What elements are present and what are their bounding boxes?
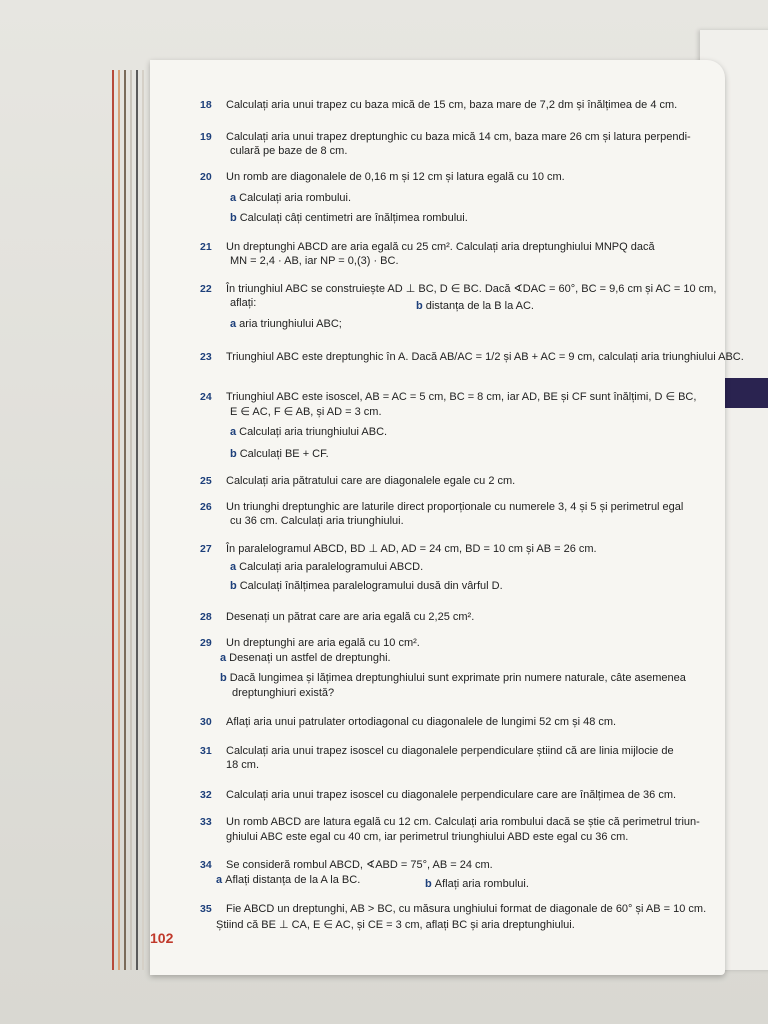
subitem-a: a Calculați aria triunghiului ABC.: [230, 426, 388, 438]
exercise-text: Aflați aria unui patrulater ortodiagonal cu diagonalele de lungimi 52 cm și 48 cm.: [226, 716, 617, 728]
page-edges: [76, 70, 156, 970]
subitem-b: b Calculați câți centimetri are înălțimea rombului.: [230, 212, 468, 224]
exercise-number: 20: [200, 171, 212, 183]
exercise-text: Fie ABCD un dreptunghi, AB > BC, cu măsura unghiului format de diagonale de 60° și AB = 10 cm.: [226, 903, 707, 915]
exercise-number: 28: [200, 611, 212, 623]
exercise-text: Triunghiul ABC este isoscel, AB = AC = 5 cm, BC = 8 cm, iar AD, BE și CF sunt înălțimi, D ∈ BC,: [226, 391, 697, 403]
exercise-21: [200, 240, 730, 254]
exercise-number: 27: [200, 543, 212, 555]
exercise-28: [200, 610, 730, 624]
exercise-text: Calculați aria unui trapez isoscel cu diagonalele perpendiculare care are înălțimea de 36 cm.: [226, 789, 677, 801]
subitem-a: a Calculați aria rombului.: [230, 192, 352, 204]
exercise-24: [200, 390, 730, 404]
exercise-text: Calculați aria unui trapez isoscel cu diagonalele perpendiculare știind că are linia mijlocie de: [226, 745, 674, 757]
exercise-list: [200, 0, 744, 1024]
exercise-22: [200, 282, 730, 296]
exercise-23: [200, 350, 744, 364]
exercise-number: 21: [200, 241, 212, 253]
exercise-number: 24: [200, 391, 212, 403]
subitem-a: a Desenați un astfel de dreptunghi.: [220, 652, 391, 664]
exercise-text: Calculați aria unui trapez cu baza mică de 15 cm, baza mare de 7,2 dm și înălțimea de 4 cm.: [226, 99, 678, 111]
exercise-text: Un romb are diagonalele de 0,16 m și 12 cm și latura egală cu 10 cm.: [226, 171, 565, 183]
exercise-text-cont: cu 36 cm. Calculați aria triunghiului.: [230, 515, 404, 527]
exercise-text: Un romb ABCD are latura egală cu 12 cm. Calculați aria rombului dacă se știe că perimetrul triun-: [226, 816, 700, 828]
subitem-a: a Aflați distanța de la A la BC.: [216, 874, 361, 886]
subitem-b: b Calculați înălțimea paralelogramului dusă din vârful D.: [230, 580, 503, 592]
exercise-text: În triunghiul ABC se construiește AD ⊥ BC, D ∈ BC. Dacă ∢DAC = 60°, BC = 9,6 cm și AC = 10 cm,: [226, 283, 717, 295]
exercise-text: Desenați un pătrat care are aria egală cu 2,25 cm².: [226, 611, 475, 623]
exercise-text: Se consideră rombul ABCD, ∢ABD = 75°, AB = 24 cm.: [226, 859, 493, 871]
exercise-number: 29: [200, 637, 212, 649]
exercise-text-cont: ghiului ABC este egal cu 40 cm, iar perimetrul triunghiului ABD este egal cu 36 cm.: [226, 831, 629, 843]
exercise-35: [200, 902, 730, 916]
exercise-number: 26: [200, 501, 212, 513]
page-number: 102: [150, 930, 174, 946]
exercise-text: În paralelogramul ABCD, BD ⊥ AD, AD = 24 cm, BD = 10 cm și AB = 26 cm.: [226, 543, 597, 555]
exercise-number: 30: [200, 716, 212, 728]
exercise-27: [200, 542, 730, 556]
exercise-text: Calculați aria pătratului care are diagonalele egale cu 2 cm.: [226, 475, 516, 487]
exercise-number: 34: [200, 859, 212, 871]
exercise-text-cont: culară pe baze de 8 cm.: [230, 145, 348, 157]
exercise-text-cont: Știind că BE ⊥ CA, E ∈ AC, și CE = 3 cm, aflați BC și aria dreptunghiului.: [216, 919, 575, 931]
exercise-text: Un dreptunghi are aria egală cu 10 cm².: [226, 637, 420, 649]
exercise-number: 33: [200, 816, 212, 828]
exercise-30: [200, 715, 730, 729]
exercise-number: 19: [200, 131, 212, 143]
exercise-18: [200, 98, 730, 112]
subitem-b: b distanța de la B la AC.: [416, 300, 534, 312]
exercise-text-cont: MN = 2,4 · AB, iar NP = 0,(3) · BC.: [230, 255, 399, 267]
exercise-text-cont: aflați:: [230, 297, 257, 309]
exercise-text: Calculați aria unui trapez dreptunghic cu baza mică 14 cm, baza mare 26 cm și latura perpendi-: [226, 131, 691, 143]
subitem-b-cont: dreptunghiuri există?: [232, 687, 335, 699]
exercise-31: [200, 744, 730, 758]
exercise-19: [200, 130, 730, 144]
subitem-a: a Calculați aria paralelogramului ABCD.: [230, 561, 424, 573]
exercise-34: [200, 858, 730, 872]
subitem-a: a aria triunghiului ABC;: [230, 318, 342, 330]
exercise-text: Triunghiul ABC este dreptunghic în A. Dacă AB/AC = 1/2 și AB + AC = 9 cm, calculați aria triunghiului ABC.: [226, 351, 744, 363]
exercise-text: Un dreptunghi ABCD are aria egală cu 25 cm². Calculați aria dreptunghiului MNPQ dacă: [226, 241, 655, 253]
exercise-number: 35: [200, 903, 212, 915]
exercise-number: 22: [200, 283, 212, 295]
exercise-number: 25: [200, 475, 212, 487]
exercise-number: 23: [200, 351, 212, 363]
exercise-text-cont: E ∈ AC, F ∈ AB, și AD = 3 cm.: [230, 406, 382, 418]
exercise-26: [200, 500, 730, 514]
exercise-25: [200, 474, 730, 488]
subitem-b: b Aflați aria rombului.: [425, 878, 529, 890]
exercise-number: 18: [200, 99, 212, 111]
subitem-b: b Calculați BE + CF.: [230, 448, 329, 460]
subitem-b: b Dacă lungimea și lățimea dreptunghiului sunt exprimate prin numere naturale, câte asemenea: [220, 672, 686, 684]
exercise-20: [200, 170, 730, 184]
exercise-number: 31: [200, 745, 212, 757]
exercise-32: [200, 788, 730, 802]
exercise-33: [200, 815, 730, 829]
exercise-number: 32: [200, 789, 212, 801]
exercise-text: Un triunghi dreptunghic are laturile direct proporționale cu numerele 3, 4 și 5 și perimetrul egal: [226, 501, 684, 513]
exercise-text-cont: 18 cm.: [226, 759, 260, 771]
exercise-29: [200, 636, 730, 650]
